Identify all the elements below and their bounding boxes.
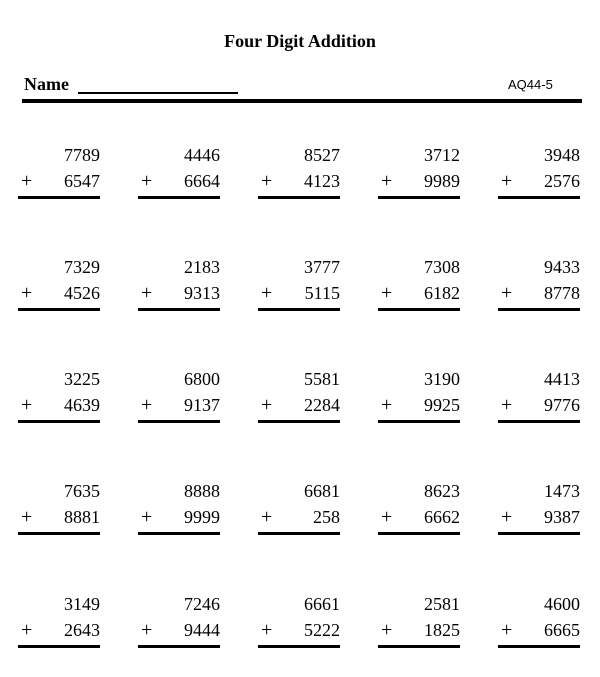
plus-sign: + bbox=[501, 170, 513, 192]
plus-sign: + bbox=[141, 170, 153, 192]
answer-line[interactable] bbox=[498, 532, 580, 535]
answer-line[interactable] bbox=[138, 308, 220, 311]
plus-sign: + bbox=[21, 619, 33, 641]
top-addend: 2183 bbox=[184, 257, 220, 277]
bottom-addend: 9137 bbox=[184, 395, 220, 415]
top-addend: 6681 bbox=[304, 481, 340, 501]
answer-line[interactable] bbox=[18, 645, 100, 648]
plus-sign: + bbox=[21, 394, 33, 416]
top-addend: 3149 bbox=[64, 594, 100, 614]
bottom-addend: 8778 bbox=[544, 283, 580, 303]
sheet-code: AQ44-5 bbox=[508, 77, 553, 92]
answer-line[interactable] bbox=[258, 645, 340, 648]
addition-problem bbox=[498, 368, 580, 426]
bottom-addend: 9444 bbox=[184, 620, 220, 640]
answer-line[interactable] bbox=[258, 196, 340, 199]
answer-line[interactable] bbox=[138, 420, 220, 423]
plus-sign: + bbox=[141, 506, 153, 528]
plus-sign: + bbox=[21, 170, 33, 192]
addition-problem bbox=[138, 480, 220, 538]
bottom-addend: 4123 bbox=[304, 171, 340, 191]
addition-problem bbox=[378, 480, 460, 538]
name-blank-line[interactable] bbox=[78, 92, 238, 94]
plus-sign: + bbox=[381, 506, 393, 528]
answer-line[interactable] bbox=[18, 420, 100, 423]
plus-sign: + bbox=[141, 394, 153, 416]
top-addend: 7789 bbox=[64, 145, 100, 165]
plus-sign: + bbox=[501, 394, 513, 416]
answer-line[interactable] bbox=[378, 532, 460, 535]
bottom-addend: 1825 bbox=[424, 620, 460, 640]
plus-sign: + bbox=[141, 282, 153, 304]
plus-sign: + bbox=[381, 394, 393, 416]
addition-problem bbox=[378, 368, 460, 426]
plus-sign: + bbox=[501, 282, 513, 304]
bottom-addend: 2643 bbox=[64, 620, 100, 640]
addition-problem bbox=[378, 593, 460, 651]
answer-line[interactable] bbox=[138, 645, 220, 648]
top-addend: 2581 bbox=[424, 594, 460, 614]
answer-line[interactable] bbox=[498, 308, 580, 311]
top-addend: 6800 bbox=[184, 369, 220, 389]
addition-problem bbox=[18, 368, 100, 426]
header-rule bbox=[22, 99, 582, 103]
addition-problem bbox=[138, 368, 220, 426]
addition-problem bbox=[138, 256, 220, 314]
top-addend: 8527 bbox=[304, 145, 340, 165]
top-addend: 3190 bbox=[424, 369, 460, 389]
bottom-addend: 6547 bbox=[64, 171, 100, 191]
bottom-addend: 258 bbox=[313, 507, 340, 527]
top-addend: 8623 bbox=[424, 481, 460, 501]
bottom-addend: 5115 bbox=[304, 283, 340, 303]
plus-sign: + bbox=[261, 170, 273, 192]
bottom-addend: 4526 bbox=[64, 283, 100, 303]
answer-line[interactable] bbox=[138, 196, 220, 199]
bottom-addend: 2284 bbox=[304, 395, 340, 415]
bottom-addend: 2576 bbox=[544, 171, 580, 191]
top-addend: 3777 bbox=[304, 257, 340, 277]
plus-sign: + bbox=[381, 619, 393, 641]
top-addend: 8888 bbox=[184, 481, 220, 501]
answer-line[interactable] bbox=[138, 532, 220, 535]
addition-problem bbox=[18, 480, 100, 538]
plus-sign: + bbox=[261, 282, 273, 304]
plus-sign: + bbox=[501, 619, 513, 641]
top-addend: 6661 bbox=[304, 594, 340, 614]
addition-problem bbox=[498, 256, 580, 314]
addition-problem bbox=[258, 144, 340, 202]
plus-sign: + bbox=[21, 506, 33, 528]
addition-problem bbox=[18, 593, 100, 651]
answer-line[interactable] bbox=[498, 420, 580, 423]
plus-sign: + bbox=[381, 170, 393, 192]
addition-problem bbox=[498, 144, 580, 202]
answer-line[interactable] bbox=[18, 532, 100, 535]
answer-line[interactable] bbox=[378, 645, 460, 648]
plus-sign: + bbox=[21, 282, 33, 304]
top-addend: 7308 bbox=[424, 257, 460, 277]
bottom-addend: 6182 bbox=[424, 283, 460, 303]
top-addend: 3948 bbox=[544, 145, 580, 165]
plus-sign: + bbox=[261, 506, 273, 528]
addition-problem bbox=[378, 144, 460, 202]
plus-sign: + bbox=[261, 619, 273, 641]
bottom-addend: 6662 bbox=[424, 507, 460, 527]
answer-line[interactable] bbox=[258, 420, 340, 423]
top-addend: 1473 bbox=[544, 481, 580, 501]
top-addend: 3712 bbox=[424, 145, 460, 165]
top-addend: 7635 bbox=[64, 481, 100, 501]
addition-problem bbox=[258, 480, 340, 538]
worksheet-title: Four Digit Addition bbox=[224, 31, 376, 51]
name-label: Name bbox=[24, 74, 69, 94]
answer-line[interactable] bbox=[258, 532, 340, 535]
bottom-addend: 5222 bbox=[304, 620, 340, 640]
addition-problem bbox=[498, 480, 580, 538]
answer-line[interactable] bbox=[18, 196, 100, 199]
answer-line[interactable] bbox=[378, 420, 460, 423]
addition-problem bbox=[258, 256, 340, 314]
top-addend: 5581 bbox=[304, 369, 340, 389]
top-addend: 4413 bbox=[544, 369, 580, 389]
answer-line[interactable] bbox=[498, 645, 580, 648]
plus-sign: + bbox=[501, 506, 513, 528]
plus-sign: + bbox=[261, 394, 273, 416]
bottom-addend: 9313 bbox=[184, 283, 220, 303]
answer-line[interactable] bbox=[378, 308, 460, 311]
top-addend: 4446 bbox=[184, 145, 220, 165]
top-addend: 9433 bbox=[544, 257, 580, 277]
top-addend: 3225 bbox=[64, 369, 100, 389]
top-addend: 4600 bbox=[544, 594, 580, 614]
bottom-addend: 9989 bbox=[424, 171, 460, 191]
bottom-addend: 9999 bbox=[184, 507, 220, 527]
bottom-addend: 8881 bbox=[64, 507, 100, 527]
addition-problem bbox=[138, 593, 220, 651]
addition-problem bbox=[258, 368, 340, 426]
bottom-addend: 6665 bbox=[544, 620, 580, 640]
plus-sign: + bbox=[141, 619, 153, 641]
answer-line[interactable] bbox=[378, 196, 460, 199]
addition-problem bbox=[18, 144, 100, 202]
addition-problem bbox=[138, 144, 220, 202]
plus-sign: + bbox=[381, 282, 393, 304]
bottom-addend: 9776 bbox=[544, 395, 580, 415]
addition-problem bbox=[18, 256, 100, 314]
answer-line[interactable] bbox=[498, 196, 580, 199]
bottom-addend: 9925 bbox=[424, 395, 460, 415]
addition-problem bbox=[498, 593, 580, 651]
answer-line[interactable] bbox=[18, 308, 100, 311]
top-addend: 7329 bbox=[64, 257, 100, 277]
bottom-addend: 6664 bbox=[184, 171, 220, 191]
top-addend: 7246 bbox=[184, 594, 220, 614]
bottom-addend: 9387 bbox=[544, 507, 580, 527]
addition-problem bbox=[378, 256, 460, 314]
bottom-addend: 4639 bbox=[64, 395, 100, 415]
addition-problem bbox=[258, 593, 340, 651]
answer-line[interactable] bbox=[258, 308, 340, 311]
